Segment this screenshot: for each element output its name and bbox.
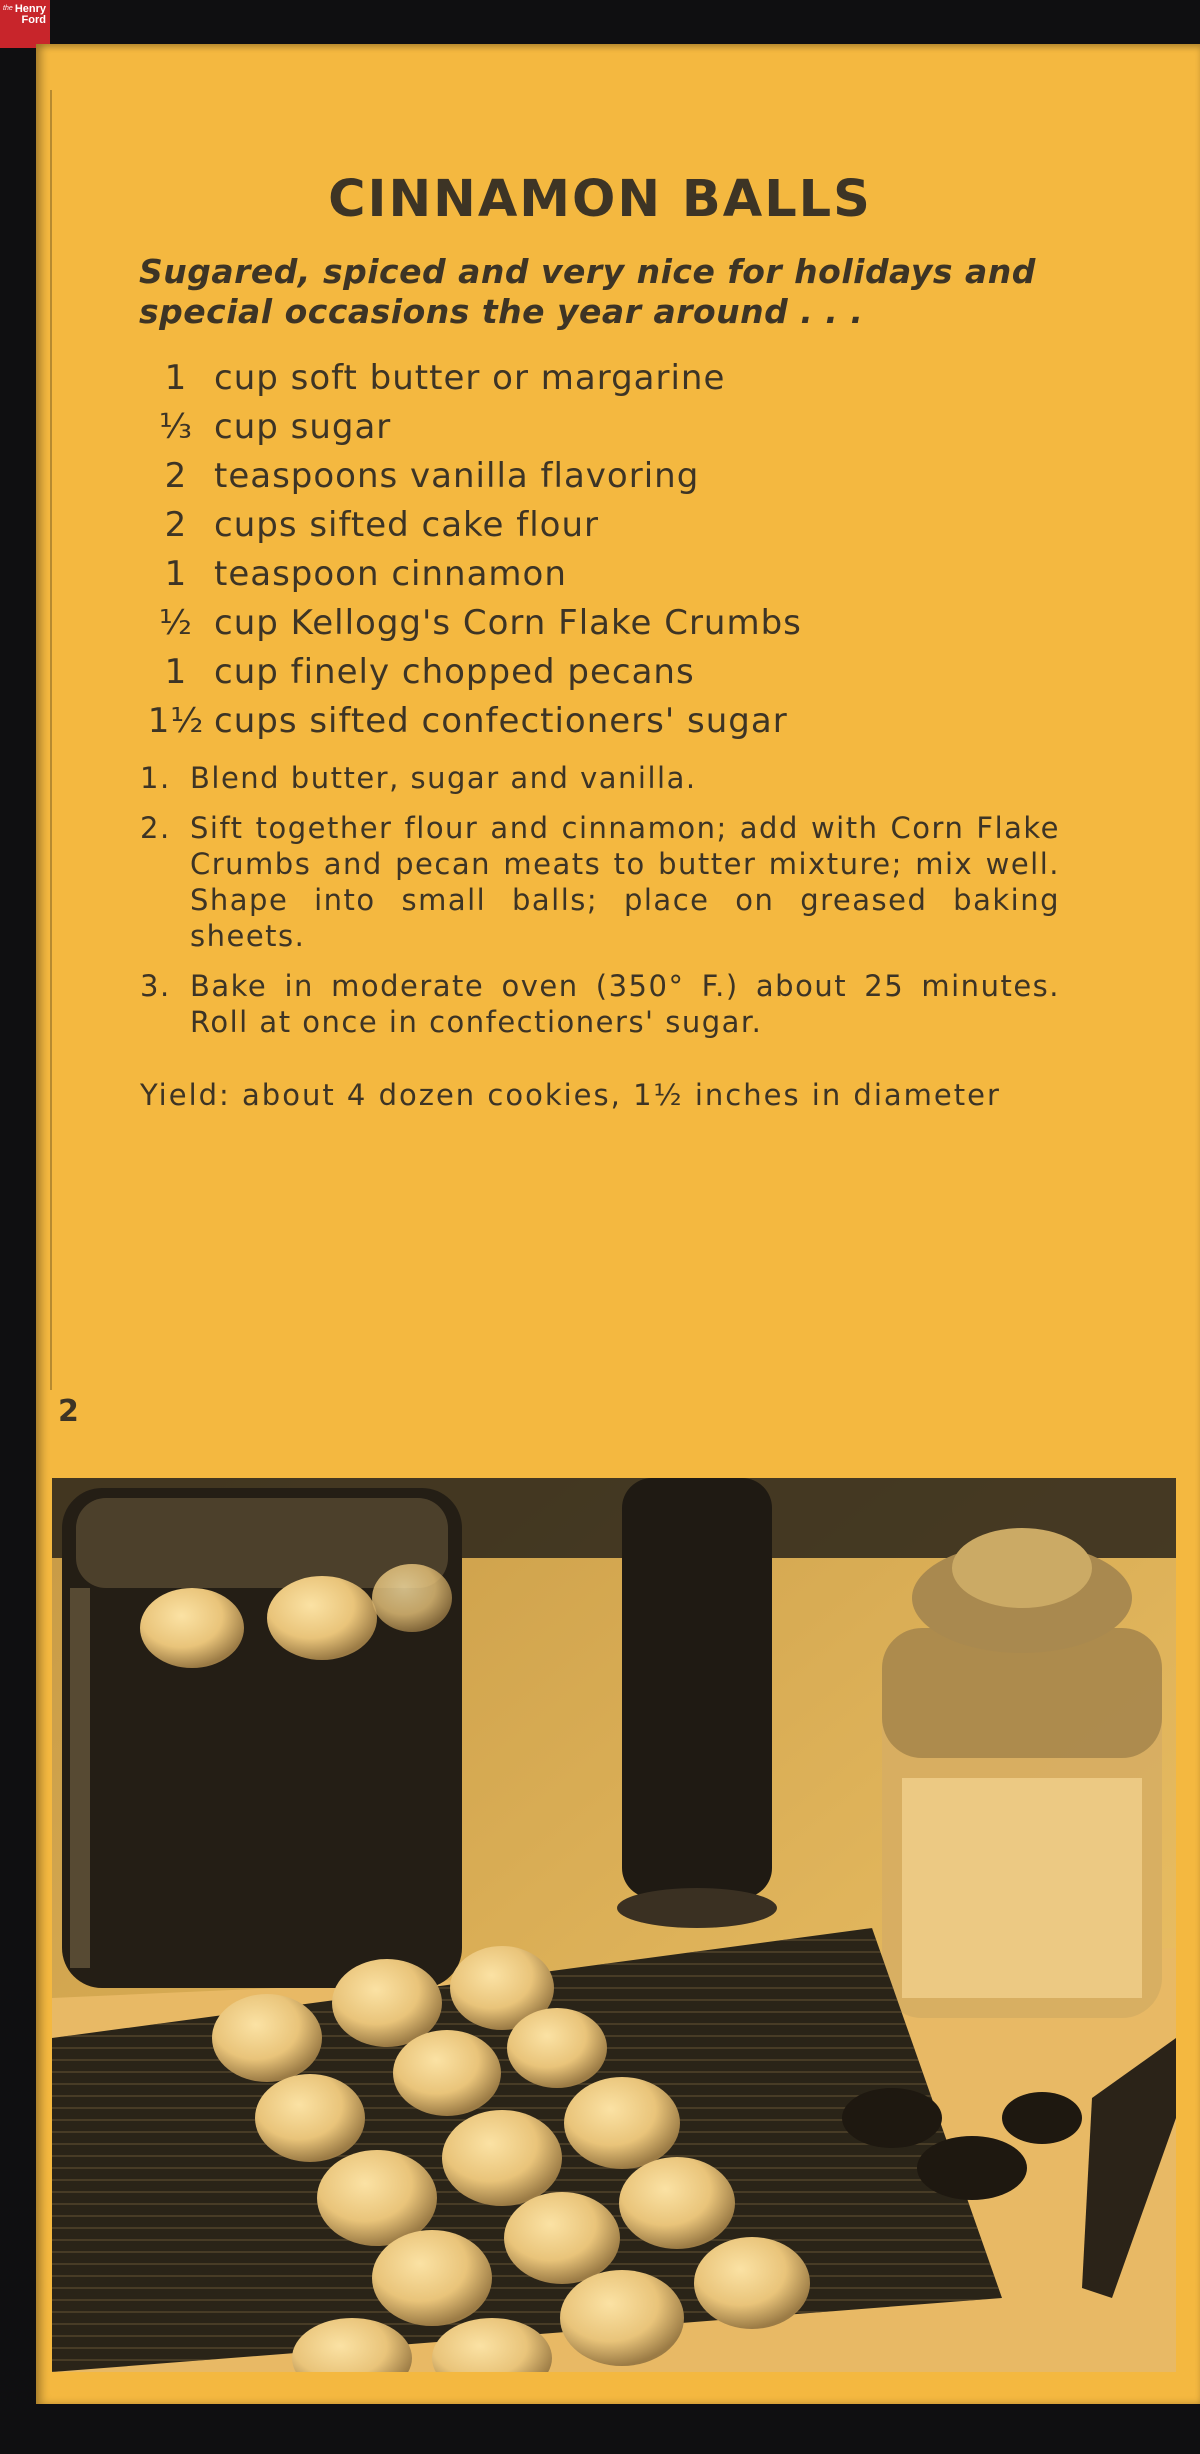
ingredient-item: ⅓ cup sugar (159, 407, 392, 447)
instruction-step: 2. Sift together flour and cinnamon; add with Corn Flake Crumbs and pecan meats to butter mixture; mix well. Shape into small balls; place on greased baking sheets. (140, 811, 1060, 953)
ingredient-item: 1½ cups sifted confectioners' sugar (147, 701, 788, 741)
recipe-yield: Yield: about 4 dozen cookies, 1½ inches in diameter (140, 1078, 1001, 1112)
ingredient-item: 1 cup finely chopped pecans (164, 652, 695, 692)
cookie-photo (52, 1478, 1176, 2372)
recipe-title: CINNAMON BALLS (328, 170, 872, 229)
ingredient-item: ½ cup Kellogg's Corn Flake Crumbs (159, 603, 802, 643)
ingredient-item: 1 teaspoon cinnamon (164, 554, 567, 594)
cookie-photo-illustration (52, 1478, 1176, 2372)
recipe-subtitle: Sugared, spiced and very nice for holidays and special occasions the year around . . . (139, 252, 1036, 331)
henry-ford-logo: the Henry Ford (0, 0, 50, 48)
page-fold-line (50, 90, 52, 1390)
instruction-step: 3. Bake in moderate oven (350° F.) about 25 minutes. Roll at once in confectioners' sugar. (140, 969, 1060, 1039)
page-number: 2 (58, 1394, 79, 1429)
instruction-steps (140, 760, 1060, 1054)
instruction-step: 1. Blend butter, sugar and vanilla. (140, 761, 697, 795)
ingredient-item: 2 teaspoons vanilla flavoring (164, 456, 700, 496)
ingredient-list (138, 358, 1038, 750)
ingredient-item: 1 cup soft butter or margarine (164, 358, 726, 398)
ingredient-item: 2 cups sifted cake flour (164, 505, 599, 545)
